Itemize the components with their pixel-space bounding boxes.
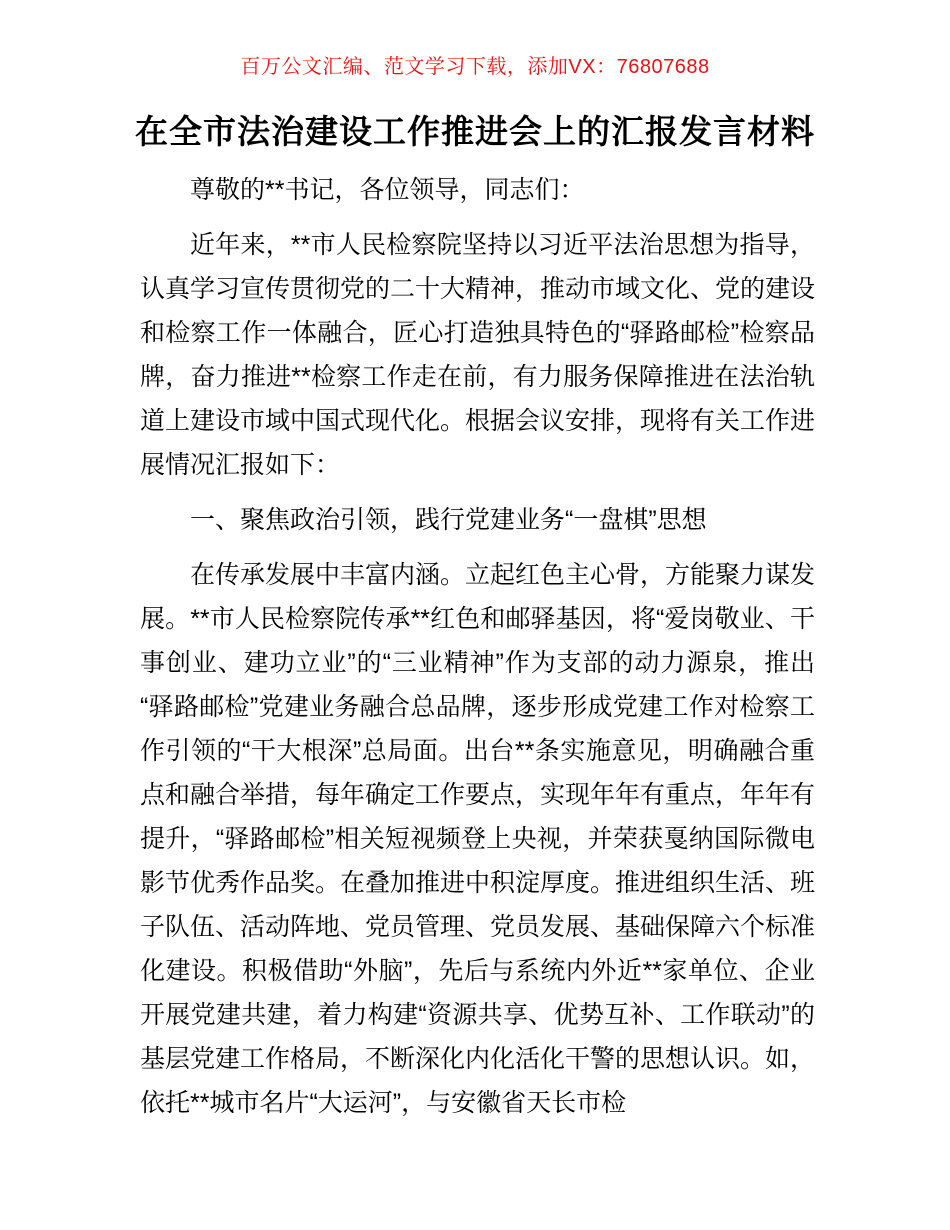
doc-body [140,168,815,1125]
salutation-paragraph: 尊敬的**书记，各位领导，同志们： [190,176,585,204]
section-1-heading: 一、聚焦政治引领，践行党建业务“一盘棋”思想 [190,506,707,534]
doc-title: 在全市法治建设工作推进会上的汇报发言材料 [135,113,815,150]
section-1-paragraph: 在传承发展中丰富内涵。立起红色主心骨，方能聚力谋发展。**市人民检察院传承**红色和邮驿基因，将“爱岗敬业、干事创业、建功立业”的“三业精神”作为支部的动力源泉，推出“驿路邮检”党建业务融合总品牌，逐步形成党建工作对检察工作引领的“干大根深”总局面。出台**条实施意见，明确融合重点和融合举措，每年确定工作要点，实现年年有重点，年年有提升，“驿路邮检”相关短视频登上央视，并荣获戛纳国际微电影节优秀作品奖。在叠加推进中积淀厚度。推进组织生活、班子队伍、活动阵地、党员管理、党员发展、基础保障六个标准化建设。积极借助“外脑”，先后与系统内外近**家单位、企业开展党建共建，着力构建“资源共享、优势互补、工作联动”的基层党建工作格局，不断深化内化活化干警的思想认识。如，依托**城市名片“大运河”，与安徽省天长市检 [140,561,816,1117]
promo-notice: 百万公文汇编、范文学习下载，添加VX：76807688 [240,56,710,78]
intro-paragraph: 近年来，**市人民检察院坚持以习近平法治思想为指导，认真学习宣传贯彻党的二十大精神，推动市域文化、党的建设和检察工作一体融合，匠心打造独具特色的“驿路邮检”检察品牌，奋力推进**检察工作走在前，有力服务保障推进在法治轨道上建设市域中国式现代化。根据会议安排，现将有关工作进展情况汇报如下： [140,231,816,479]
